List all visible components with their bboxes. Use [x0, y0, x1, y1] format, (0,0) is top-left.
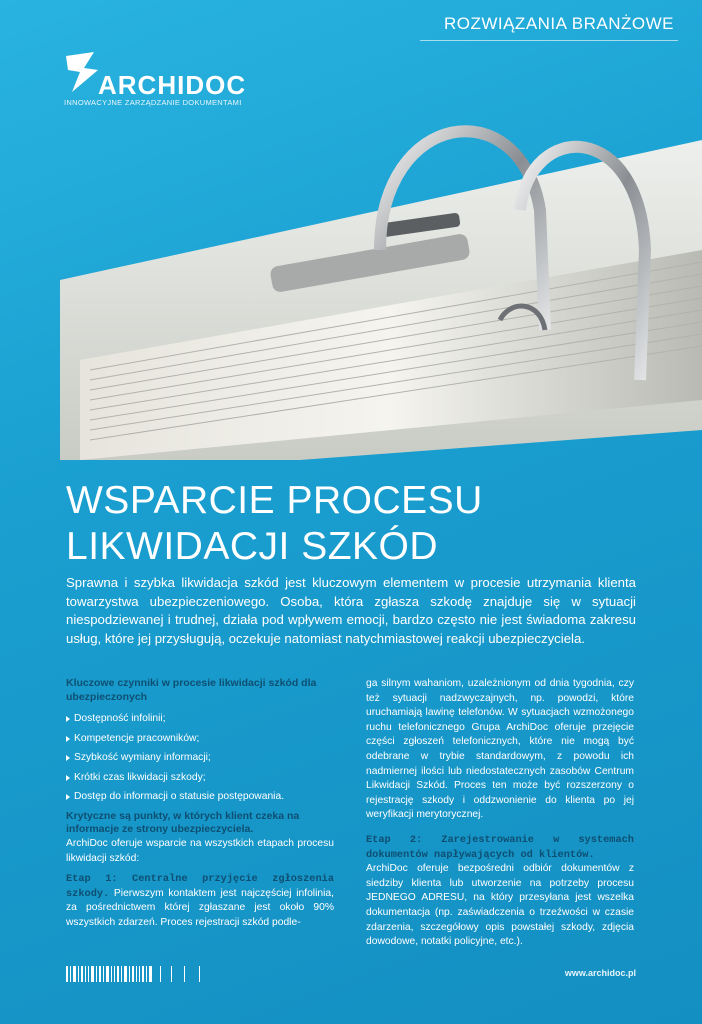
- key-factors-list: [66, 712, 334, 805]
- title-line-2: LIKWIDACJI SZKÓD: [66, 525, 439, 568]
- list-item: Krótki czas likwidacji szkody;: [66, 771, 334, 786]
- intro-paragraph: Sprawna i szybka likwidacja szkód jest kluczowym elementem w procesie utrzymania klienta towarzystwa ubezpieczeniowego. Osoba, która zgłasza szkodę znajduje się w sytuacji niespodziewanej i trudnej, działa pod wpływem emocji, bardzo często nie jest świadoma zakresu usług, które jej przysługują, oczekuje natomiast natychmiastowej reakcji ubezpieczyciela.: [66, 575, 636, 646]
- header-divider: [420, 40, 678, 41]
- barcode-decoration: [66, 966, 200, 982]
- page-title: [66, 478, 666, 570]
- logo-tagline: INNOWACYJNE ZARZĄDZANIE DOKUMENTAMI: [64, 98, 242, 107]
- list-item: Kompetencje pracowników;: [66, 732, 334, 747]
- continuation-paragraph: ga silnym wahaniom, uzależnionym od dnia tygodnia, czy też sytuacji nadzwyczajnych, np. powodzi, które uruchamiają lawinę telefonów. W sytuacjach wzmożonego ruchu telefonicznego Grupa ArchiDoc oferuje przejęcie części zgłoszeń telefonicznych, które nie mogą być odebrane w trybie standardowym, z powodu ich nadmiernej ilości lub niedostatecznych zasobów Centrum Likwidacji Szkód. Proces ten może być rozszerzony o rejestrację szkody i oddzwonienie do klienta po jej weryfikacji merytorycznej.: [366, 678, 634, 821]
- list-item: Dostępność infolinii;: [66, 712, 334, 727]
- list-item: Szybkość wymiany informacji;: [66, 751, 334, 766]
- logo-name: ARCHIDOC: [98, 70, 247, 100]
- logo-mark-icon: [64, 50, 100, 94]
- website-link[interactable]: www.archidoc.pl: [564, 968, 636, 978]
- etap2-heading: Etap 2: Zarejestrowanie w systemach dokumentów napływających od klientów.: [366, 833, 634, 861]
- critical-points-heading: Krytyczne są punkty, w których klient czeka na informacje ze strony ubezpieczyciela.: [66, 809, 300, 836]
- key-factors-heading: Kluczowe czynniki w procesie likwidacji szkód dla ubezpieczonych: [66, 677, 317, 703]
- left-column: [66, 677, 334, 931]
- list-item: Dostęp do informacji o statusie postępowania.: [66, 790, 334, 805]
- support-paragraph: ArchiDoc oferuje wsparcie na wszystkich etapach procesu likwidacji szkód:: [66, 837, 334, 864]
- etap1-block: [66, 872, 334, 930]
- etap2-text: ArchiDoc oferuje bezpośredni odbiór dokumentów z siedziby klienta lub utworzenie na potrzeby procesu JEDNEGO ADRESU, na który przesyłana jest wszelka dokumentacja (np. zaświadczenia o trzeźwości w czasie zdarzenia, szczegółowy opis powstałej szkody, zdjęcia dowodowe, notatki policyjne, etc.).: [366, 863, 634, 948]
- section-label: ROZWIĄZANIA BRANŻOWE: [443, 14, 674, 33]
- title-line-1: WSPARCIE PROCESU: [66, 479, 483, 522]
- etap1-text: Pierwszym kontaktem jest najczęściej infolinia, za pośrednictwem której zgłaszane jest około 90% wszystkich zdarzeń. Proces rejestracji szkód podle-: [66, 887, 334, 928]
- top-band: [0, 0, 702, 50]
- binder-rings-photo: [0, 100, 702, 460]
- etap1-heading: Etap 1: Centralne przyjęcie zgłoszenia szkody.: [66, 873, 334, 900]
- right-column: [366, 677, 634, 950]
